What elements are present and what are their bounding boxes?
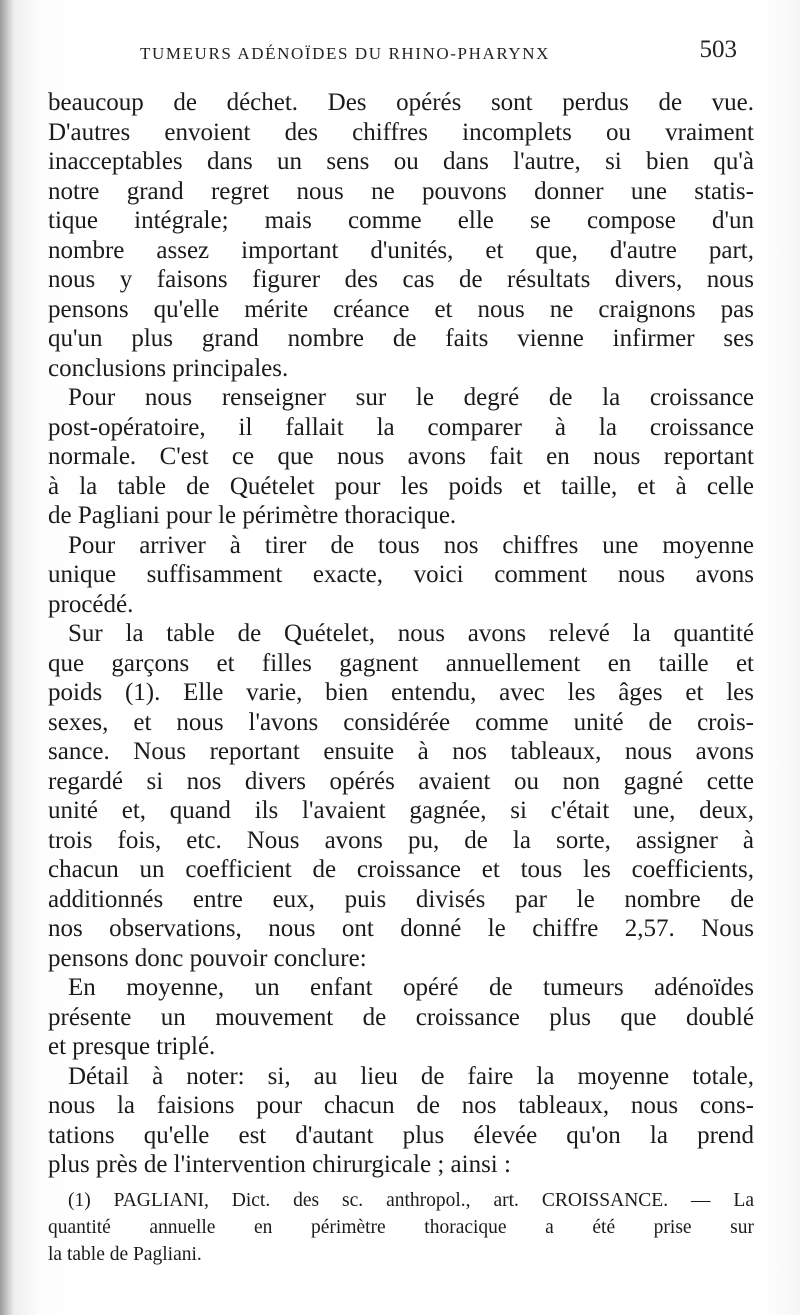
running-head: TUMEURS ADÉNOÏDES DU RHINO-PHARYNX [140,44,550,63]
text-line: présente un mouvement de croissance plus que doublé [48,1003,754,1031]
text-line: nombre assez important d'unités, et que, d'autre part, [48,236,754,264]
page-header [140,36,740,72]
text-line: additionnés entre eux, puis divisés par le nombre de [48,885,754,913]
text-line: unité et, quand ils l'avaient gagnée, si c'était une, deux, [48,797,754,824]
text-line: normale. C'est ce que nous avons fait en nous reportant [48,443,754,470]
body-text [48,88,754,1180]
text-line: que garçons et filles gagnent annuellement en taille et [48,649,754,677]
text-line: nos observations, nous ont donné le chiffre 2,57. Nous [48,915,754,942]
text-line: conclusions principales. [48,354,289,382]
footnote [48,1187,754,1268]
text-line: Pour nous renseigner sur le degré de la croissance [68,384,754,411]
footnote-line: quantité annuelle en périmètre thoracique a été prise sur [48,1217,754,1238]
text-line: de Pagliani pour le périmètre thoracique. [48,502,457,529]
text-line: procédé. [48,590,134,618]
text-line: qu'un plus grand nombre de faits vienne infirmer ses [48,325,754,352]
text-line: poids (1). Elle varie, bien entendu, avec les âges et les [48,679,754,706]
text-line: et presque triplé. [48,1033,216,1060]
text-line: regardé si nos divers opérés avaient ou non gagné cette [48,767,754,795]
text-line: Sur la table de Quételet, nous avons relevé la quantité [68,620,754,647]
text-line: sance. Nous reportant ensuite à nos tableaux, nous avons [48,738,754,765]
text-line: unique suffisamment exacte, voici comment nous avons [48,561,754,588]
text-line: tique intégrale; mais comme elle se compose d'un [48,207,754,234]
text-line: Pour arriver à tirer de tous nos chiffres une moyenne [68,531,754,559]
text-line: inacceptables dans un sens ou dans l'autre, si bien qu'à [48,148,754,175]
text-line: tations qu'elle est d'autant plus élevée qu'on la prend [48,1121,754,1149]
text-line: à la table de Quételet pour les poids et taille, et à celle [48,472,754,500]
page-number: 503 [699,36,737,63]
text-line: notre grand regret nous ne pouvons donner une statis- [48,177,754,205]
footnote-line: la table de Pagliani. [48,1244,202,1265]
page-gutter-shadow [0,0,14,1315]
text-line: sexes, et nous l'avons considérée comme unité de crois- [48,708,754,736]
text-line: nous y faisons figurer des cas de résultats divers, nous [48,266,754,293]
text-line: beaucoup de déchet. Des opérés sont perdus de vue. [48,89,754,116]
text-line: plus près de l'intervention chirurgicale ; ainsi : [48,1151,511,1178]
text-line: D'autres envoient des chiffres incomplets ou vraiment [48,118,754,146]
text-line: pensons qu'elle mérite créance et nous ne craignons pas [48,295,754,323]
text-line: trois fois, etc. Nous avons pu, de la sorte, assigner à [48,826,754,854]
text-line: En moyenne, un enfant opéré de tumeurs adénoïdes [68,974,754,1001]
text-line: Détail à noter: si, au lieu de faire la moyenne totale, [68,1062,754,1090]
footnote-line: (1) PAGLIANI, Dict. des sc. anthropol., art. CROISSANCE. — La [68,1190,754,1211]
text-line: pensons donc pouvoir conclure: [48,944,367,972]
text-line: post-opératoire, il fallait la comparer à la croissance [48,413,754,441]
text-line: nous la faisions pour chacun de nos tableaux, nous cons- [48,1092,754,1119]
text-line: chacun un coefficient de croissance et tous les coefficients, [48,856,754,883]
